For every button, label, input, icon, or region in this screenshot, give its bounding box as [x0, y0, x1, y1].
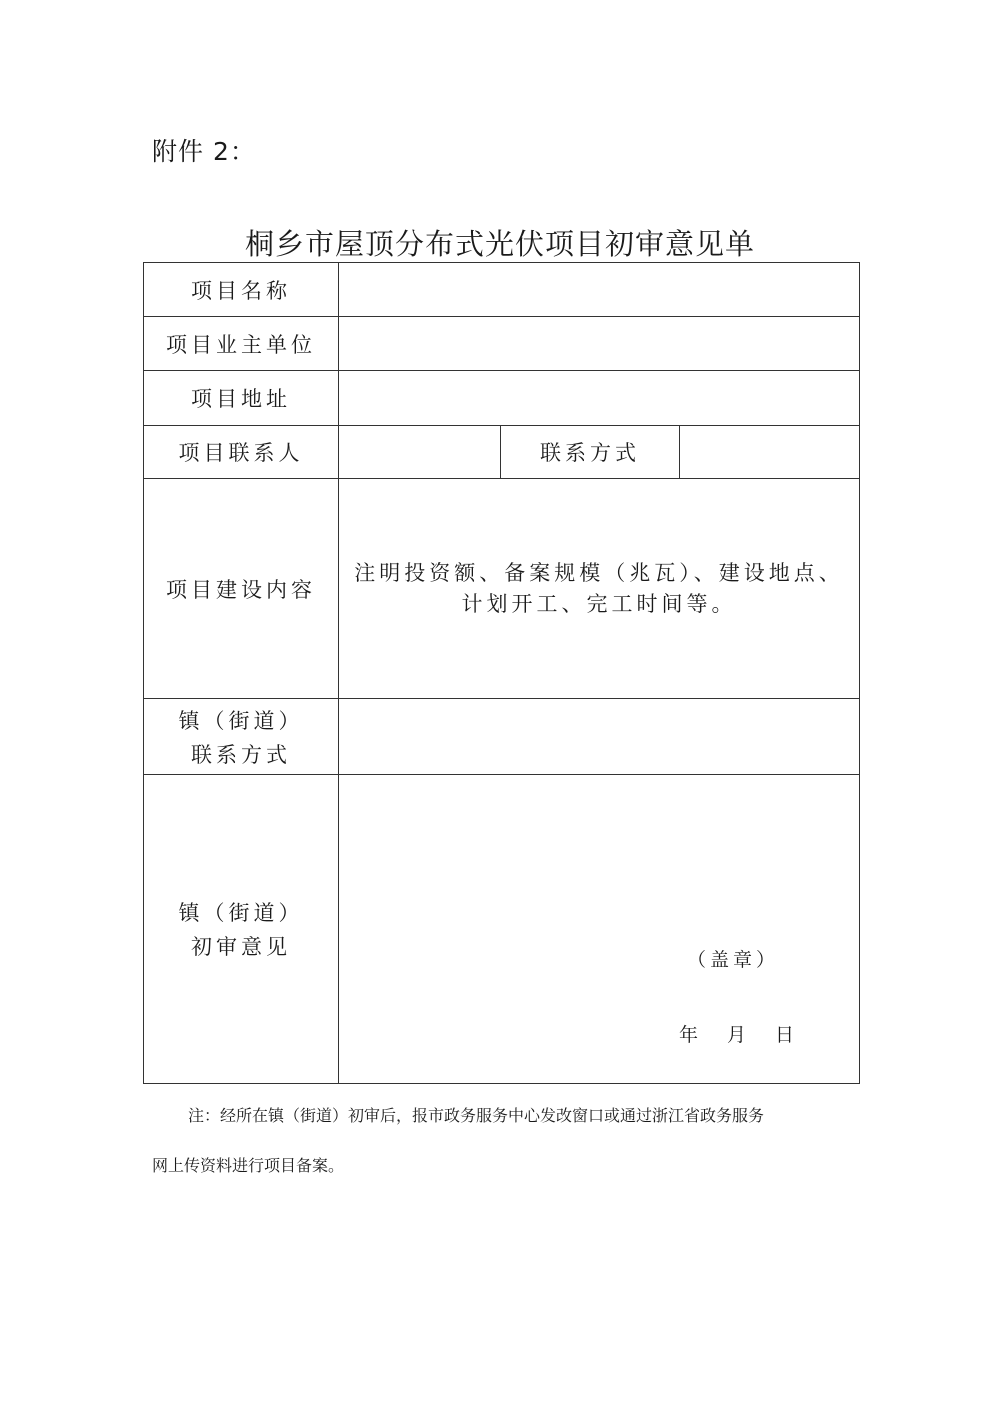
date-month: 月	[727, 1024, 751, 1046]
town-opinion-label	[144, 775, 339, 1084]
page-title: 桐乡市屋顶分布式光伏项目初审意见单	[244, 227, 755, 261]
seal-placeholder: （盖章）	[687, 949, 780, 971]
town-contact-field[interactable]	[339, 699, 860, 775]
date-line	[679, 1020, 823, 1047]
town-opinion-label-line1: 镇（街道）	[178, 901, 304, 925]
project-name-label: 项目名称	[144, 263, 339, 317]
contact-method-label: 联系方式	[501, 426, 680, 479]
construction-hint-line1: 注明投资额、备案规模（兆瓦）、建设地点、	[354, 560, 844, 585]
town-opinion-field[interactable]	[339, 775, 860, 1084]
table-row	[144, 317, 860, 371]
table-row	[144, 371, 860, 426]
table-row	[144, 775, 860, 1084]
project-name-field[interactable]	[339, 263, 860, 317]
contact-method-field[interactable]	[680, 426, 860, 479]
note-line1: 注：经所在镇（街道）初审后，报市政务服务中心发改窗口或通过浙江省政务服务	[188, 1106, 765, 1125]
construction-hint-line2: 计划开工、完工时间等。	[461, 591, 737, 616]
town-contact-label-line2: 联系方式	[191, 742, 291, 767]
table-row	[144, 699, 860, 775]
construction-content-label: 项目建设内容	[144, 479, 339, 699]
date-day: 日	[775, 1024, 799, 1046]
owner-unit-label: 项目业主单位	[144, 317, 339, 371]
address-field[interactable]	[339, 371, 860, 426]
town-contact-label-line1: 镇（街道）	[178, 708, 304, 733]
construction-content-field[interactable]	[339, 479, 860, 699]
contact-person-label: 项目联系人	[144, 426, 339, 479]
owner-unit-field[interactable]	[339, 317, 860, 371]
attachment-label: 附件 2：	[152, 137, 256, 166]
table-row	[144, 263, 860, 317]
note-line2: 网上传资料进行项目备案。	[152, 1156, 345, 1175]
town-opinion-label-line2: 初审意见	[191, 935, 291, 959]
contact-person-field[interactable]	[339, 426, 501, 479]
date-year: 年	[679, 1024, 703, 1046]
table-row	[144, 426, 860, 479]
review-form-table	[143, 262, 860, 1084]
table-row	[144, 479, 860, 699]
town-contact-label	[144, 699, 339, 775]
address-label: 项目地址	[144, 371, 339, 426]
